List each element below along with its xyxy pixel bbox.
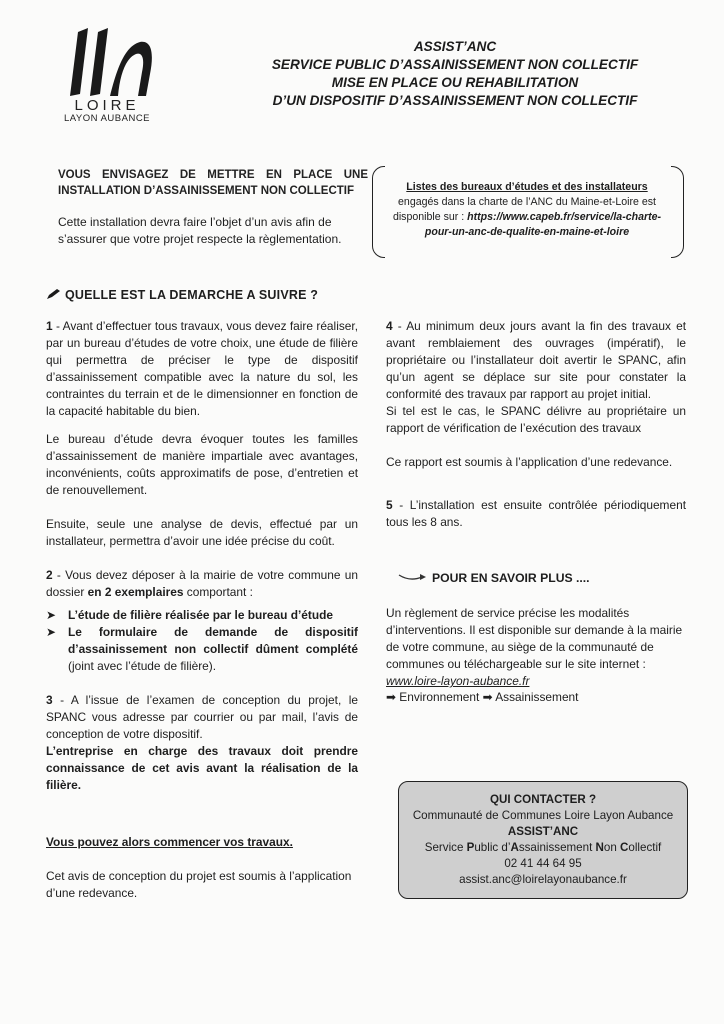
step-5-number: 5	[386, 498, 393, 512]
learn-more-title-text: POUR EN SAVOIR PLUS ....	[432, 571, 590, 585]
step-3-number: 3	[46, 693, 53, 707]
step-2-item-2-rest: (joint avec l’étude de filière).	[68, 659, 217, 673]
logo-mark	[56, 24, 166, 99]
path-environment: Environnement	[399, 690, 480, 704]
fee-note: Cet avis de conception du projet est soumis à l’application d’une redevance.	[46, 869, 352, 900]
service-word: Service	[424, 841, 467, 854]
path-assainissement: Assainissement	[495, 690, 579, 704]
header-line-2: SERVICE PUBLIC D’ASSAINISSEMENT NON COLLECTIF	[271, 57, 639, 72]
right-column	[386, 318, 686, 531]
service-initial: A	[510, 841, 519, 854]
step-2	[46, 567, 358, 601]
charter-url[interactable]: https://www.capeb.fr/service/la-charte-pour-un-anc-de-qualite-en-maine-et-loire	[424, 211, 662, 238]
bold-arrow-icon: ➡	[482, 690, 493, 704]
partners-info-body: engagés dans la charte de l’ANC du Maine-et-Loire est disponible sur :	[392, 196, 656, 223]
list-item	[46, 607, 358, 624]
procedure-title-text: QUELLE EST LA DEMARCHE A SUIVRE ?	[65, 288, 319, 302]
learn-more-text	[386, 605, 686, 690]
logo-name: LOIRE	[74, 97, 140, 114]
step-2-item-2-bold: Le formulaire de demande de dispositif d’assainissement non collectif dûment complété	[68, 625, 358, 656]
service-word: ssainissement	[518, 841, 596, 854]
procedure-section-title	[46, 288, 318, 302]
contact-service-full	[399, 840, 687, 856]
list-item	[46, 624, 358, 675]
left-column	[46, 318, 358, 902]
step-5-text: - L’installation est ensuite contrôlée périodiquement tous les 8 ans.	[386, 498, 686, 529]
document-header	[230, 38, 680, 110]
step-1-paragraph-3: Ensuite, seule une analyse de devis, effectué par un installateur, permettra d’avoir une idée précise du coût.	[46, 517, 358, 548]
partners-list-label: Listes des bureaux d’études et des installateurs	[406, 181, 648, 193]
header-line-4: D’UN DISPOSITIF D’ASSAINISSEMENT NON COLLECTIF	[272, 93, 638, 108]
learn-more-body: Un règlement de service précise les modalités d’interventions. Il est disponible sur demande à la mairie de votre commune, au siège de la communauté de communes ou téléchargeable sur le site internet :	[386, 606, 683, 671]
step-2-item-1: L’étude de filière réalisée par le bureau d’étude	[68, 608, 333, 622]
bold-arrow-icon: ➡	[386, 690, 396, 704]
contact-title: QUI CONTACTER ?	[489, 793, 597, 806]
contact-organisation: Communauté de Communes Loire Layon Aubance	[412, 809, 674, 822]
start-works-note: Vous pouvez alors commencer vos travaux.	[46, 835, 293, 849]
contact-phone[interactable]: 02 41 44 64 95	[504, 857, 582, 870]
arrow-bullet-icon: ➤	[46, 625, 56, 639]
step-1-text: - Avant d’effectuer tous travaux, vous devez faire réaliser, par un bureau d’études de votre choix, une étude de filière qui permettra de préciser le type de dispositif d’assainissement compatible avec la nature du sol, les contraintes du terrain et de le dimensionner en fonction de la capacité habitable du bien.	[46, 319, 358, 418]
service-initial: C	[620, 841, 629, 854]
step-2-text-a: - Vous devez déposer à la mairie de votre commune un dossier	[46, 568, 358, 599]
step-1	[46, 318, 358, 420]
bracket-right	[671, 166, 684, 258]
partners-info-text	[386, 180, 668, 240]
learn-more-title	[398, 571, 590, 585]
step-1-paragraph-2: Le bureau d’étude devra évoquer toutes les familles d’assainissement de manière impartiale avec avantages, inconvénients, coûts approximatifs de pose, d’entretien et de renouvellement.	[46, 432, 358, 497]
contact-box	[398, 781, 688, 899]
step-1-number: 1	[46, 319, 53, 333]
pencil-icon	[46, 288, 62, 300]
step-4-paragraph-2: Si tel est le cas, le SPANC délivre au propriétaire un rapport de vérification de l’exécution des travaux	[386, 404, 686, 435]
website-path	[386, 690, 578, 704]
step-2-number: 2	[46, 568, 53, 582]
step-4-number: 4	[386, 319, 393, 333]
step-5	[386, 497, 686, 531]
contact-email[interactable]: assist.anc@loirelayonaubance.fr	[459, 873, 627, 886]
arrow-bullet-icon: ➤	[46, 608, 56, 622]
partners-info-box	[372, 166, 684, 258]
header-line-3: MISE EN PLACE OU REHABILITATION	[331, 75, 579, 90]
step-4	[386, 318, 686, 403]
service-initial: N	[595, 841, 604, 854]
curved-arrow-icon	[398, 572, 428, 582]
service-initial: P	[466, 841, 475, 854]
step-3-bold-note: L’entreprise en charge des travaux doit prendre connaissance de cet avis avant la réalisation de la filière.	[46, 744, 358, 792]
service-word: ublic d’	[474, 841, 511, 854]
step-3	[46, 692, 358, 743]
service-word: on	[603, 841, 621, 854]
website-link[interactable]: www.loire-layon-aubance.fr	[386, 674, 530, 688]
step-2-text-c: comportant :	[183, 585, 253, 599]
intro-title: VOUS ENVISAGEZ DE METTRE EN PLACE UNE INSTALLATION D’ASSAINISSEMENT NON COLLECTIF	[58, 169, 368, 197]
contact-service: ASSIST’ANC	[507, 825, 579, 838]
logo-subtitle: LAYON AUBANCE	[63, 113, 151, 124]
step-2-list	[46, 607, 358, 675]
step-3-text: - A l’issue de l’examen de conception du projet, le SPANC vous adresse par courrier ou par mail, l’avis de conception de votre dispositif.	[46, 693, 358, 741]
service-word: ollectif	[628, 841, 662, 854]
intro-text: Cette installation devra faire l’objet d’un avis afin de s’assurer que votre projet respecte la règlementation.	[58, 215, 342, 246]
bracket-left	[372, 166, 385, 258]
step-4-fee: Ce rapport est soumis à l’application d’une redevance.	[386, 455, 673, 469]
header-line-1: ASSIST’ANC	[413, 39, 497, 54]
step-4-text: - Au minimum deux jours avant la fin des travaux et avant remblaiement des ouvrages (impératif), le propriétaire ou l’installateur doit avertir le SPANC, afin qu’un agent se déplace sur site pour constater la conformité des travaux par rapport au projet initial.	[386, 319, 686, 401]
step-2-text-b: en 2 exemplaires	[87, 585, 184, 599]
